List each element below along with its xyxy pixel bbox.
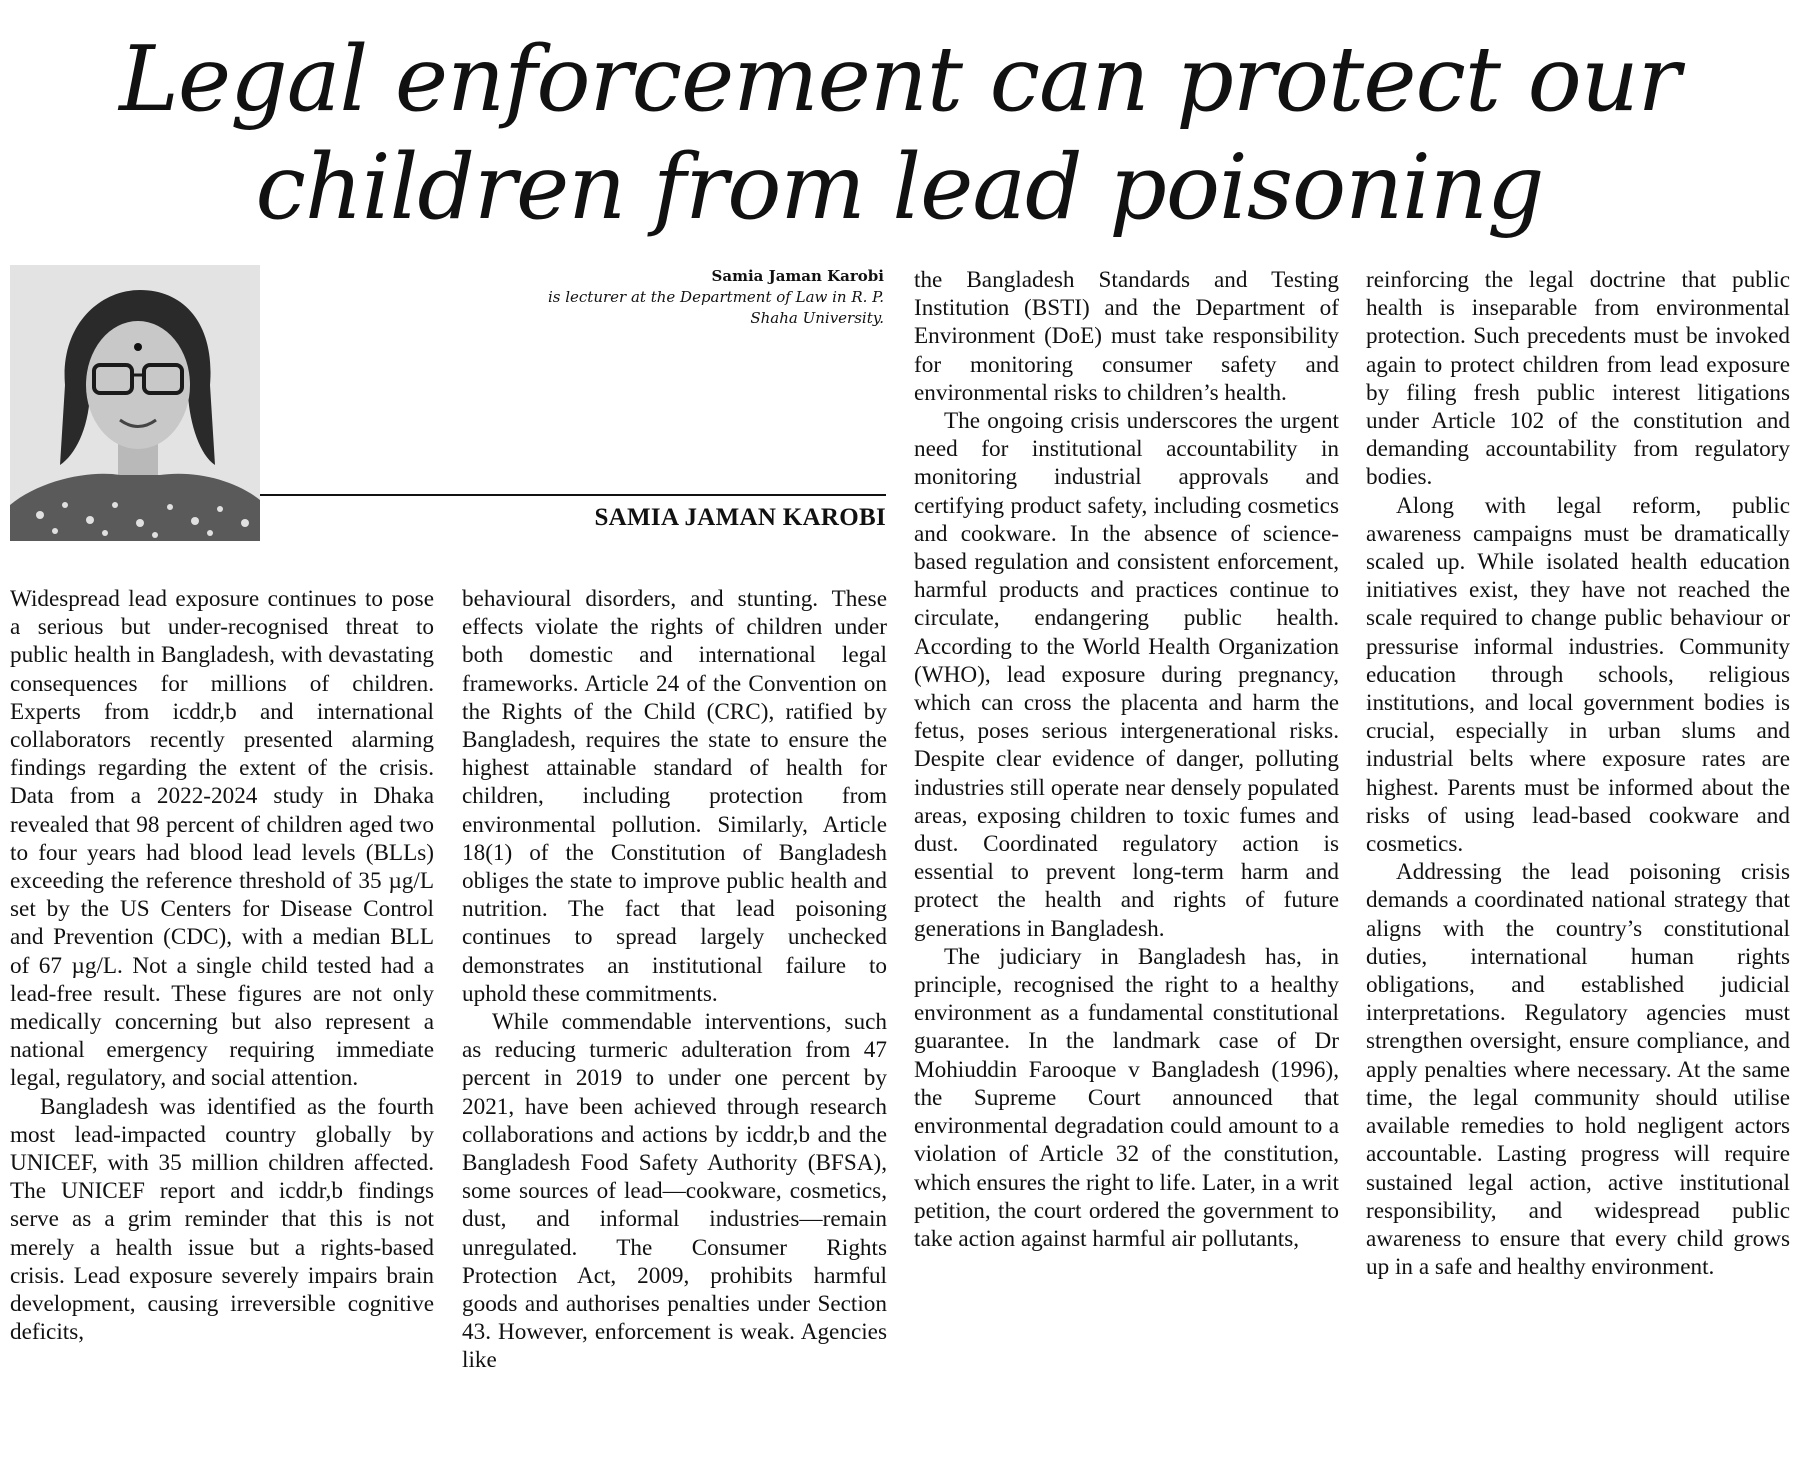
paragraph: While commendable interventions, such as reducing turmeric adulteration from 47 percent in 2019 to under one percent by 2021, have been achieved through research collaborations and actions by icddr,b and the Bangladesh Food Safety Authority (BFSA), some sources of lead—cookware, cosmetics, dust, and informal industries—remain unregulated. The Consumer Rights Protection Act, 2009, prohibits harmful goods and authorises penalties under Section 43. However, enforcement is weak. Agencies like (462, 1009, 887, 1374)
byline-rule (260, 494, 886, 496)
paragraph: the Bangladesh Standards and Testing Institution (BSTI) and the Department of Environment (DoE) must take responsibility for monitoring consumer safety and environmental risks to children’s health. (914, 267, 1339, 406)
headline (0, 26, 1799, 242)
author-credit-desc-2: Shaha University. (750, 309, 884, 327)
headline-line-2: children from lead poisoning (255, 135, 1544, 240)
column-4 (1366, 266, 1790, 1281)
paragraph: The judiciary in Bangladesh has, in principle, recognised the right to a healthy environment as a fundamental constitutional guarantee. In the landmark case of Dr Mohiuddin Farooque v Bangladesh (1996), the Supreme Court announced that environmental degradation could amount to a violation of Article 32 of the constitution, which ensures the right to life. Later, in a writ petition, the court ordered the government to take action against harmful air pollutants, (914, 943, 1339, 1252)
paragraph: The ongoing crisis underscores the urgent need for institutional accountability in monitoring industrial approvals and certifying product safety, including cosmetics and cookware. In the absence of science-based regulation and consistent enforcement, harmful products and practices continue to circulate, endangering public health. According to the World Health Organization (WHO), lead exposure during pregnancy, which can cross the placenta and harm the fetus, poses serious intergenerational risks. Despite clear evidence of danger, polluting industries still operate near densely populated areas, exposing children to toxic fumes and dust. Coordinated regulatory action is essential to prevent long-term harm and protect the health and rights of future generations in Bangladesh. (914, 408, 1339, 942)
author-credit (464, 266, 884, 329)
paragraph: Addressing the lead poisoning crisis demands a coordinated national strategy that aligns with the country’s constitutional duties, international human rights obligations, and established judicial interpretations. Regulatory agencies must strengthen oversight, ensure compliance, and apply penalties where necessary. At the same time, the legal community should utilise available remedies to hold negligent actors accountable. Lasting progress will require sustained legal action, active institutional responsibility, and widespread public awareness to ensure that every child grows up in a safe and healthy environment. (1366, 859, 1790, 1281)
paragraph: Along with legal reform, public awareness campaigns must be dramatically scaled up. While isolated health education initiatives exist, they have not reached the scale required to change public behaviour or pressurise informal industries. Community education through schools, religious institutions, and local government bodies is crucial, especially in urban slums and industrial belts where exposure rates are highest. Parents must be informed about the risks of using lead-based cookware and cosmetics. (1366, 492, 1790, 858)
column-3 (914, 266, 1339, 1253)
paragraph: behavioural disorders, and stunting. These effects violate the rights of children under both domestic and international legal frameworks. Article 24 of the Convention on the Rights of the Child (CRC), ratified by Bangladesh, requires the state to ensure the highest attainable standard of health for children, including protection from environmental pollution. Similarly, Article 18(1) of the Constitution of Bangladesh obliges the state to improve public health and nutrition. The fact that lead poisoning continues to spread largely unchecked demonstrates an institutional failure to uphold these commitments. (462, 586, 887, 1007)
paragraph: reinforcing the legal doctrine that public health is inseparable from environmental protection. Such precedents must be invoked again to protect children from lead exposure by filing fresh public interest litigations under Article 102 of the constitution and demanding accountability from regulatory bodies. (1366, 267, 1790, 491)
byline-name: SAMIA JAMAN KAROBI (594, 504, 886, 531)
column-2 (462, 585, 887, 1375)
author-credit-desc-1: is lecturer at the Department of Law in R. P. (547, 288, 884, 306)
paragraph: Widespread lead exposure continues to pose a serious but under-recognised threat to public health in Bangladesh, with devastating consequences for millions of children. Experts from icddr,b and international collaborators recently presented alarming findings regarding the extent of the crisis. Data from a 2022-2024 study in Dhaka revealed that 98 percent of children aged two to four years had blood lead levels (BLLs) exceeding the reference threshold of 35 µg/L set by the US Centers for Disease Control and Prevention (CDC), with a median BLL of 67 µg/L. Not a single child tested had a lead-free result. These figures are not only medically concerning but also represent a national emergency requiring immediate legal, regulatory, and social attention. (10, 586, 434, 1092)
author-photo (10, 265, 260, 541)
author-credit-name: Samia Jaman Karobi (711, 267, 884, 285)
headline-line-1: Legal enforcement can protect our (119, 27, 1680, 132)
paragraph: Bangladesh was identified as the fourth most lead-impacted country globally by UNICEF, with 35 million children affected. The UNICEF report and icddr,b findings serve as a grim reminder that this is not merely a health issue but a rights-based crisis. Lead exposure severely impairs brain development, causing irreversible cognitive deficits, (10, 1093, 434, 1346)
column-1 (10, 585, 434, 1346)
